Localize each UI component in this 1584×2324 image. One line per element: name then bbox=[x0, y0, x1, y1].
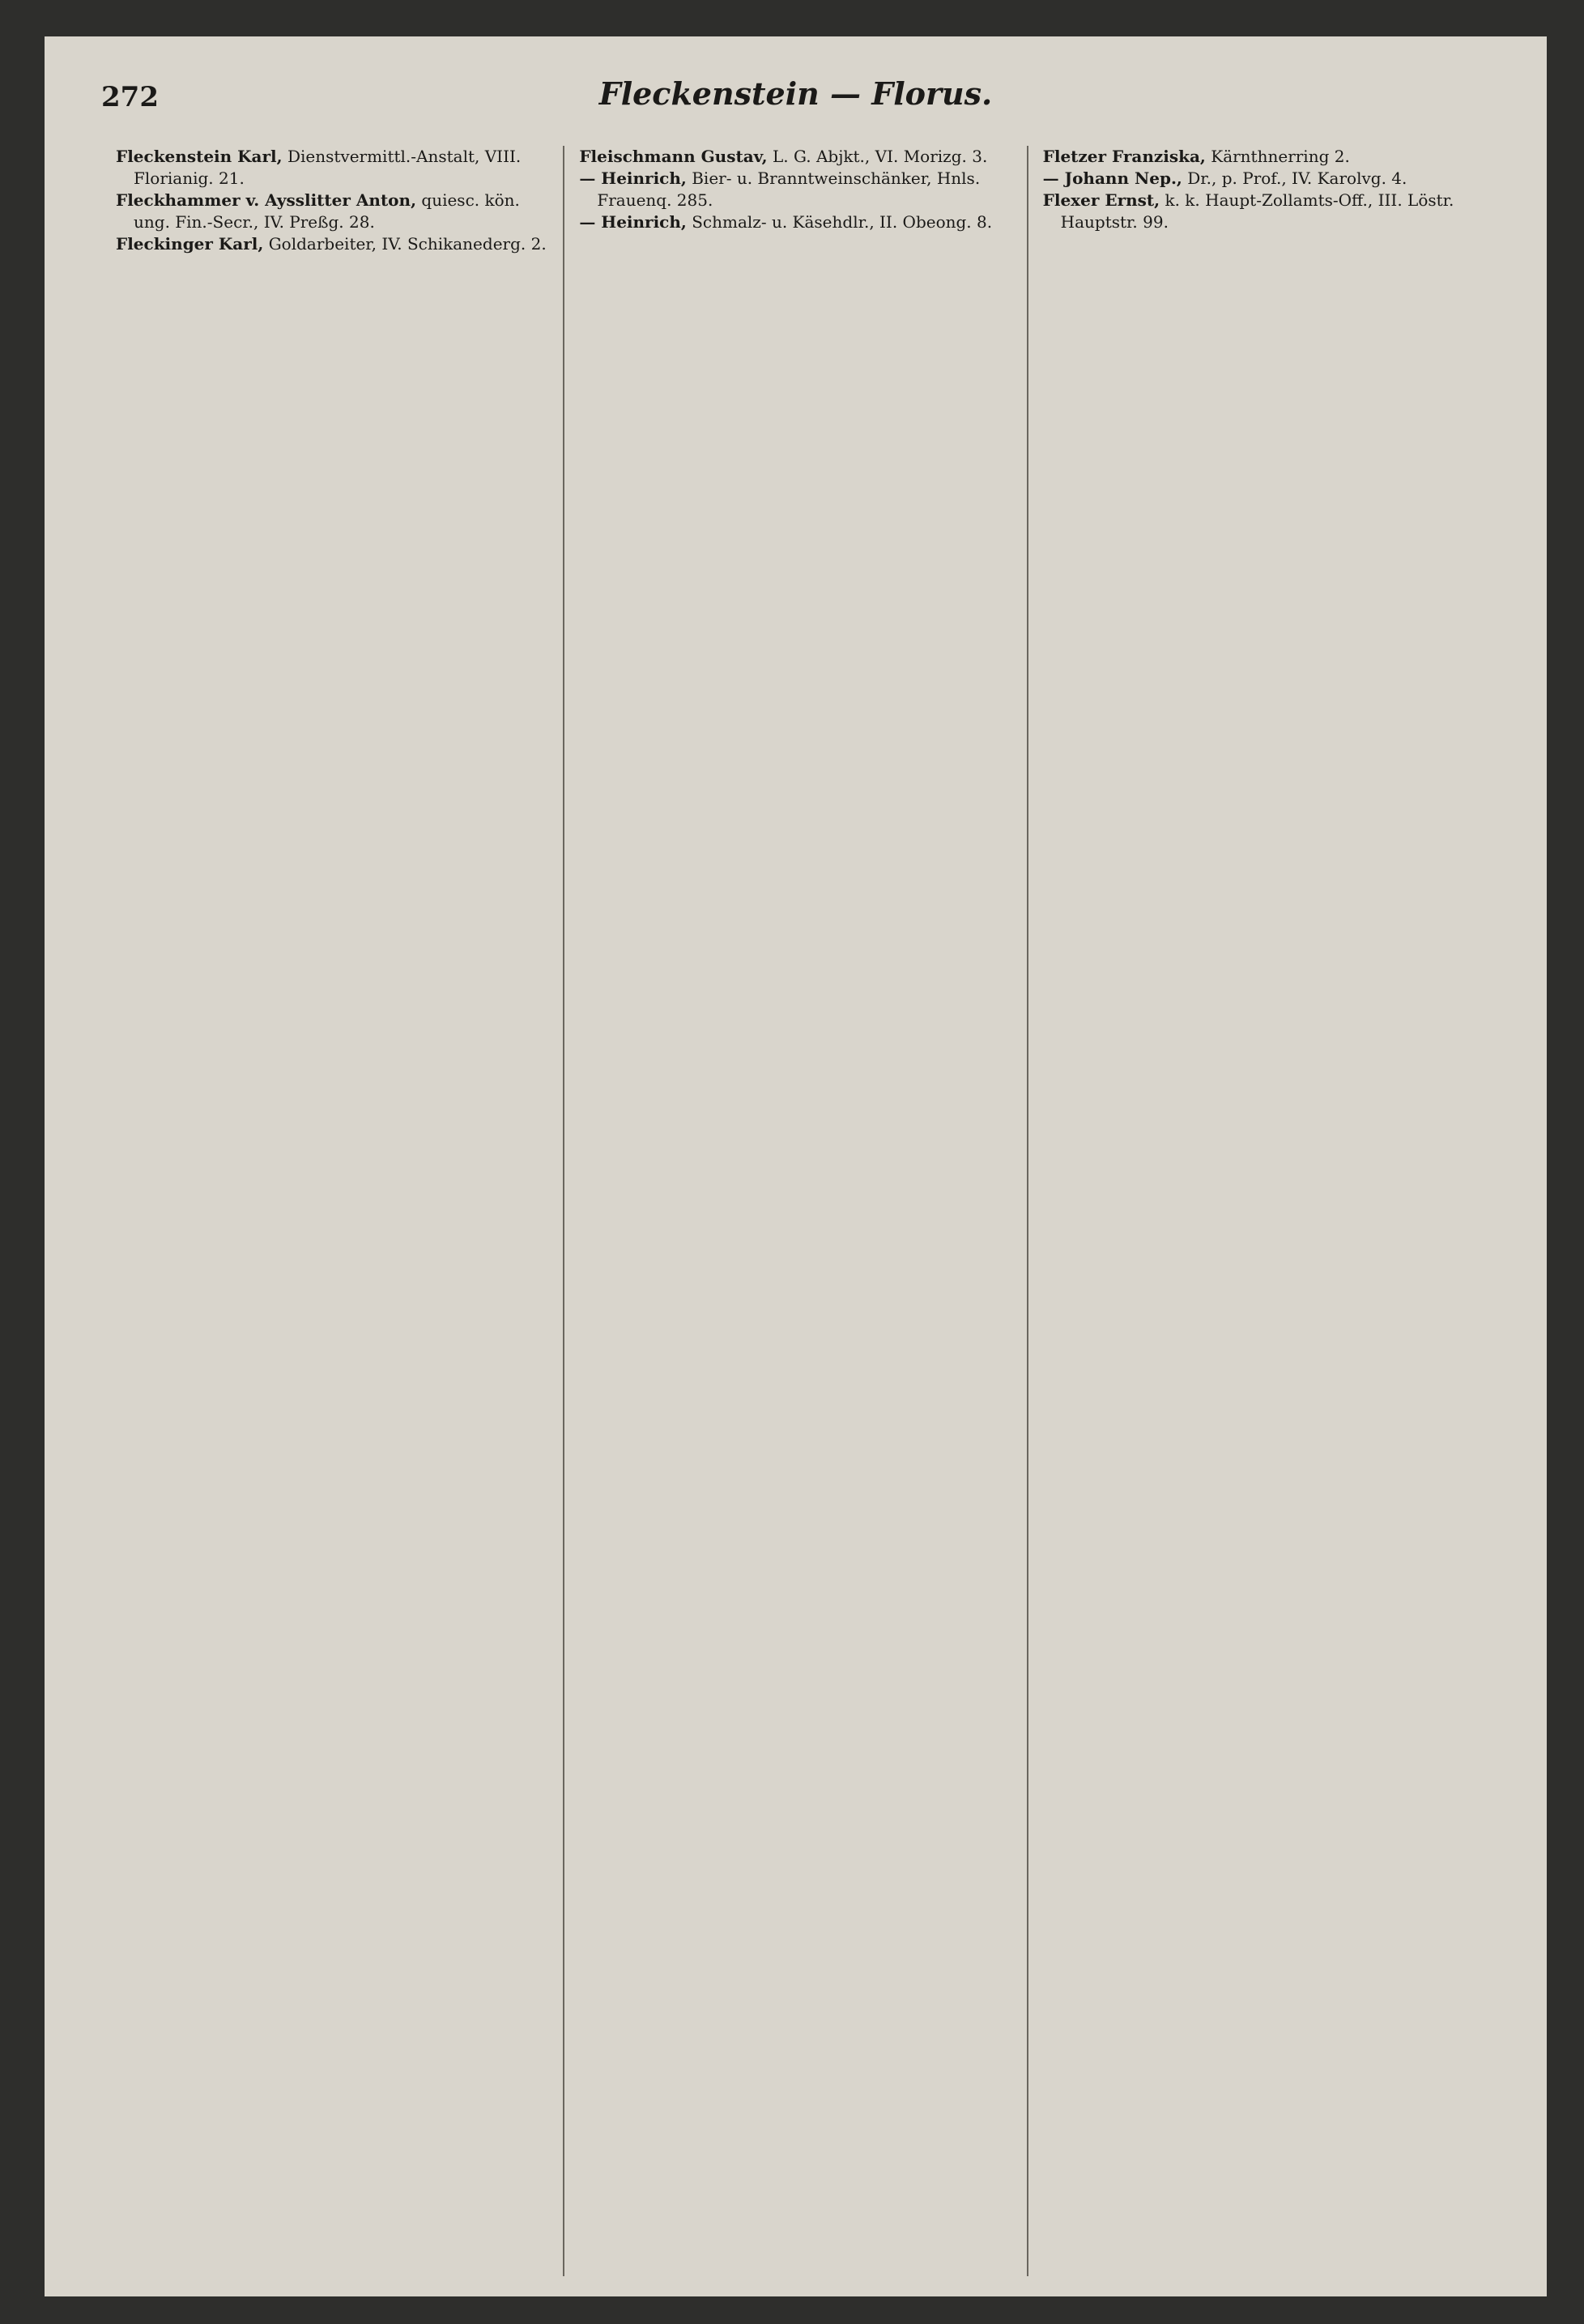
directory-entry bbox=[1043, 168, 1475, 190]
page-number: 272 bbox=[101, 81, 159, 113]
directory-entry bbox=[1043, 190, 1475, 233]
entry-name: — Heinrich, bbox=[579, 212, 687, 232]
entry-name: Fleckhammer v. Aysslitter Anton, bbox=[116, 190, 417, 210]
entry-name: — Heinrich, bbox=[579, 168, 687, 188]
entry-name: Fletzer Franziska, bbox=[1042, 147, 1206, 166]
directory-entry bbox=[116, 146, 548, 190]
directory-entry bbox=[116, 233, 548, 255]
entry-details: Dienstvermittl.-Anstalt, VIII. Florianig. 21. bbox=[134, 147, 522, 188]
entry-details: Kärnthnerring 2. bbox=[1205, 147, 1350, 166]
entry-details: k. k. Haupt-Zollamts-Off., III. Löstr. Hauptstr. 99. bbox=[1060, 190, 1454, 232]
directory-entry bbox=[579, 211, 1011, 233]
column-3 bbox=[1028, 146, 1490, 2276]
entry-name: Flexer Ernst, bbox=[1042, 190, 1160, 210]
entry-details: Dr., p. Prof., IV. Karolvg. 4. bbox=[1182, 168, 1407, 188]
entry-name: Fleckenstein Karl, bbox=[116, 147, 283, 166]
directory-columns bbox=[101, 146, 1490, 2276]
entry-details: Schmalz- u. Käsehdlr., II. Obeong. 8. bbox=[686, 212, 993, 232]
entry-details: Goldarbeiter, IV. Schikanederg. 2. bbox=[263, 234, 547, 254]
entry-name: Fleischmann Gustav, bbox=[579, 147, 768, 166]
entry-name: — Johann Nep., bbox=[1042, 168, 1182, 188]
entry-details: L. G. Abjkt., VI. Morizg. 3. bbox=[767, 147, 988, 166]
directory-entry bbox=[579, 146, 1011, 168]
entry-details: quiesc. kön. ung. Fin.-Secr., IV. Preßg. 28. bbox=[134, 190, 520, 232]
entry-details: Bier- u. Branntweinschänker, Hnls. Frauenq. 285. bbox=[597, 168, 981, 210]
directory-entry bbox=[116, 190, 548, 233]
running-head: Fleckenstein — Florus. bbox=[598, 75, 993, 112]
directory-page bbox=[45, 36, 1547, 2296]
entry-name: Fleckinger Karl, bbox=[116, 234, 264, 254]
directory-entry bbox=[579, 168, 1011, 211]
column-1 bbox=[101, 146, 564, 2276]
column-2 bbox=[564, 146, 1028, 2276]
directory-entry bbox=[1043, 146, 1475, 168]
